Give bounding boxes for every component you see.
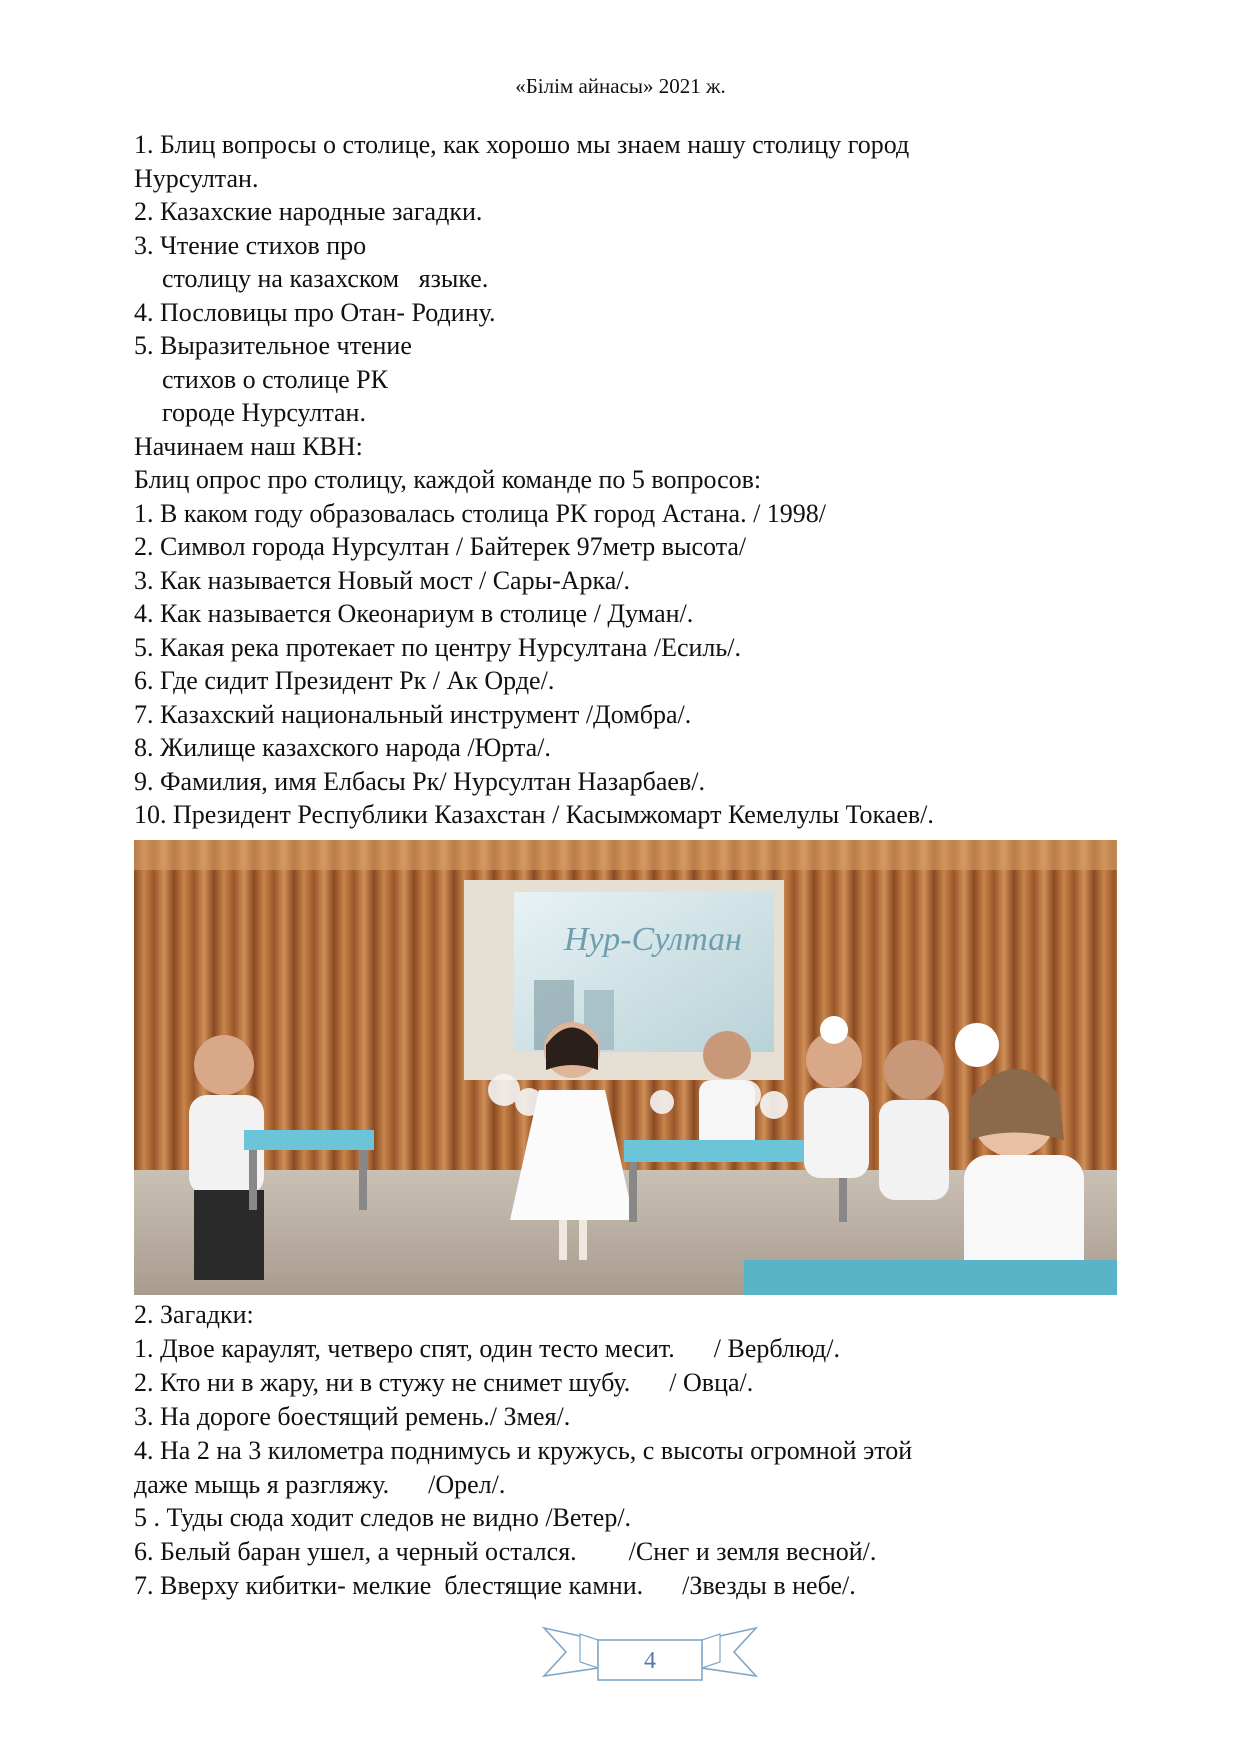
screen-title: Нур-Султан — [564, 921, 743, 958]
intro-line: Блиц опрос про столицу, каждой команде по 5 вопросов: — [134, 465, 762, 494]
quiz-question: 5. Какая река протекает по центру Нурсултана /Есиль/. — [134, 632, 741, 662]
intro-line: 1. Блиц вопросы о столице, как хорошо мы знаем нашу столицу город — [134, 130, 910, 159]
intro-line: Нурсултан. — [134, 163, 259, 193]
classroom-photo — [134, 840, 1117, 1295]
page-number-ribbon — [540, 1624, 760, 1684]
intro-line: 3. Чтение стихов про — [134, 230, 367, 260]
page-number: 4 — [644, 1648, 656, 1674]
riddle-item: 1. Двое караулят, четверо спят, один тесто месит. / Верблюд/. — [134, 1333, 840, 1363]
riddle-item: 2. Кто ни в жару, ни в стужу не снимет шубу. / Овца/. — [134, 1367, 754, 1397]
intro-line: городе Нурсултан. — [162, 398, 366, 427]
quiz-question: 3. Как называется Новый мост / Сары-Арка/. — [134, 565, 631, 595]
intro-line: стихов о столице РК — [162, 364, 388, 394]
quiz-question: 9. Фамилия, имя Елбасы Рк/ Нурсултан Назарбаев/. — [134, 766, 705, 796]
intro-line: 4. Пословицы про Отан- Родину. — [134, 297, 496, 327]
quiz-question: 8. Жилище казахского народа /Юрта/. — [134, 733, 551, 762]
riddle-item: 3. На дороге боестящий ремень./ Змея/. — [134, 1401, 571, 1431]
intro-line: 2. Казахские народные загадки. — [134, 197, 483, 226]
riddle-item: 6. Белый баран ушел, а черный остался. /Снег и земля весной/. — [134, 1537, 877, 1567]
child-boy-center — [699, 1031, 755, 1150]
riddles-section — [134, 1298, 1114, 1603]
riddles-heading: 2. Загадки: — [134, 1300, 254, 1329]
quiz-question: 10. Президент Республики Казахстан / Касымжомарт Кемелулы Токаев/. — [134, 800, 934, 829]
quiz-question: 6. Где сидит Президент Рк / Ак Орде/. — [134, 666, 555, 695]
intro-line: столицу на казахском языке. — [162, 264, 489, 293]
page-header: «Білім айнасы» 2021 ж. — [515, 74, 726, 98]
intro-text — [134, 128, 1114, 832]
riddle-item: даже мыщь я разгляжу. /Орел/. — [134, 1469, 506, 1499]
quiz-question: 7. Казахский национальный инструмент /Домбра/. — [134, 699, 692, 729]
riddle-item: 4. На 2 на 3 километра поднимусь и кружусь, с высоты огромной этой — [134, 1435, 913, 1465]
quiz-question: 1. В каком году образовалась столица РК город Астана. / 1998/ — [134, 498, 827, 528]
intro-line: Начинаем наш КВН: — [134, 431, 363, 461]
intro-line: 5. Выразительное чтение — [134, 331, 412, 360]
quiz-question: 2. Символ города Нурсултан / Байтерек 97метр высота/ — [134, 532, 747, 561]
riddle-item: 7. Вверху кибитки- мелкие блестящие камни. /Звезды в небе/. — [134, 1571, 856, 1601]
quiz-question: 4. Как называется Океонариум в столице / Думан/. — [134, 599, 694, 628]
riddle-item: 5 . Туды сюда ходит следов не видно /Ветер/. — [134, 1503, 632, 1533]
